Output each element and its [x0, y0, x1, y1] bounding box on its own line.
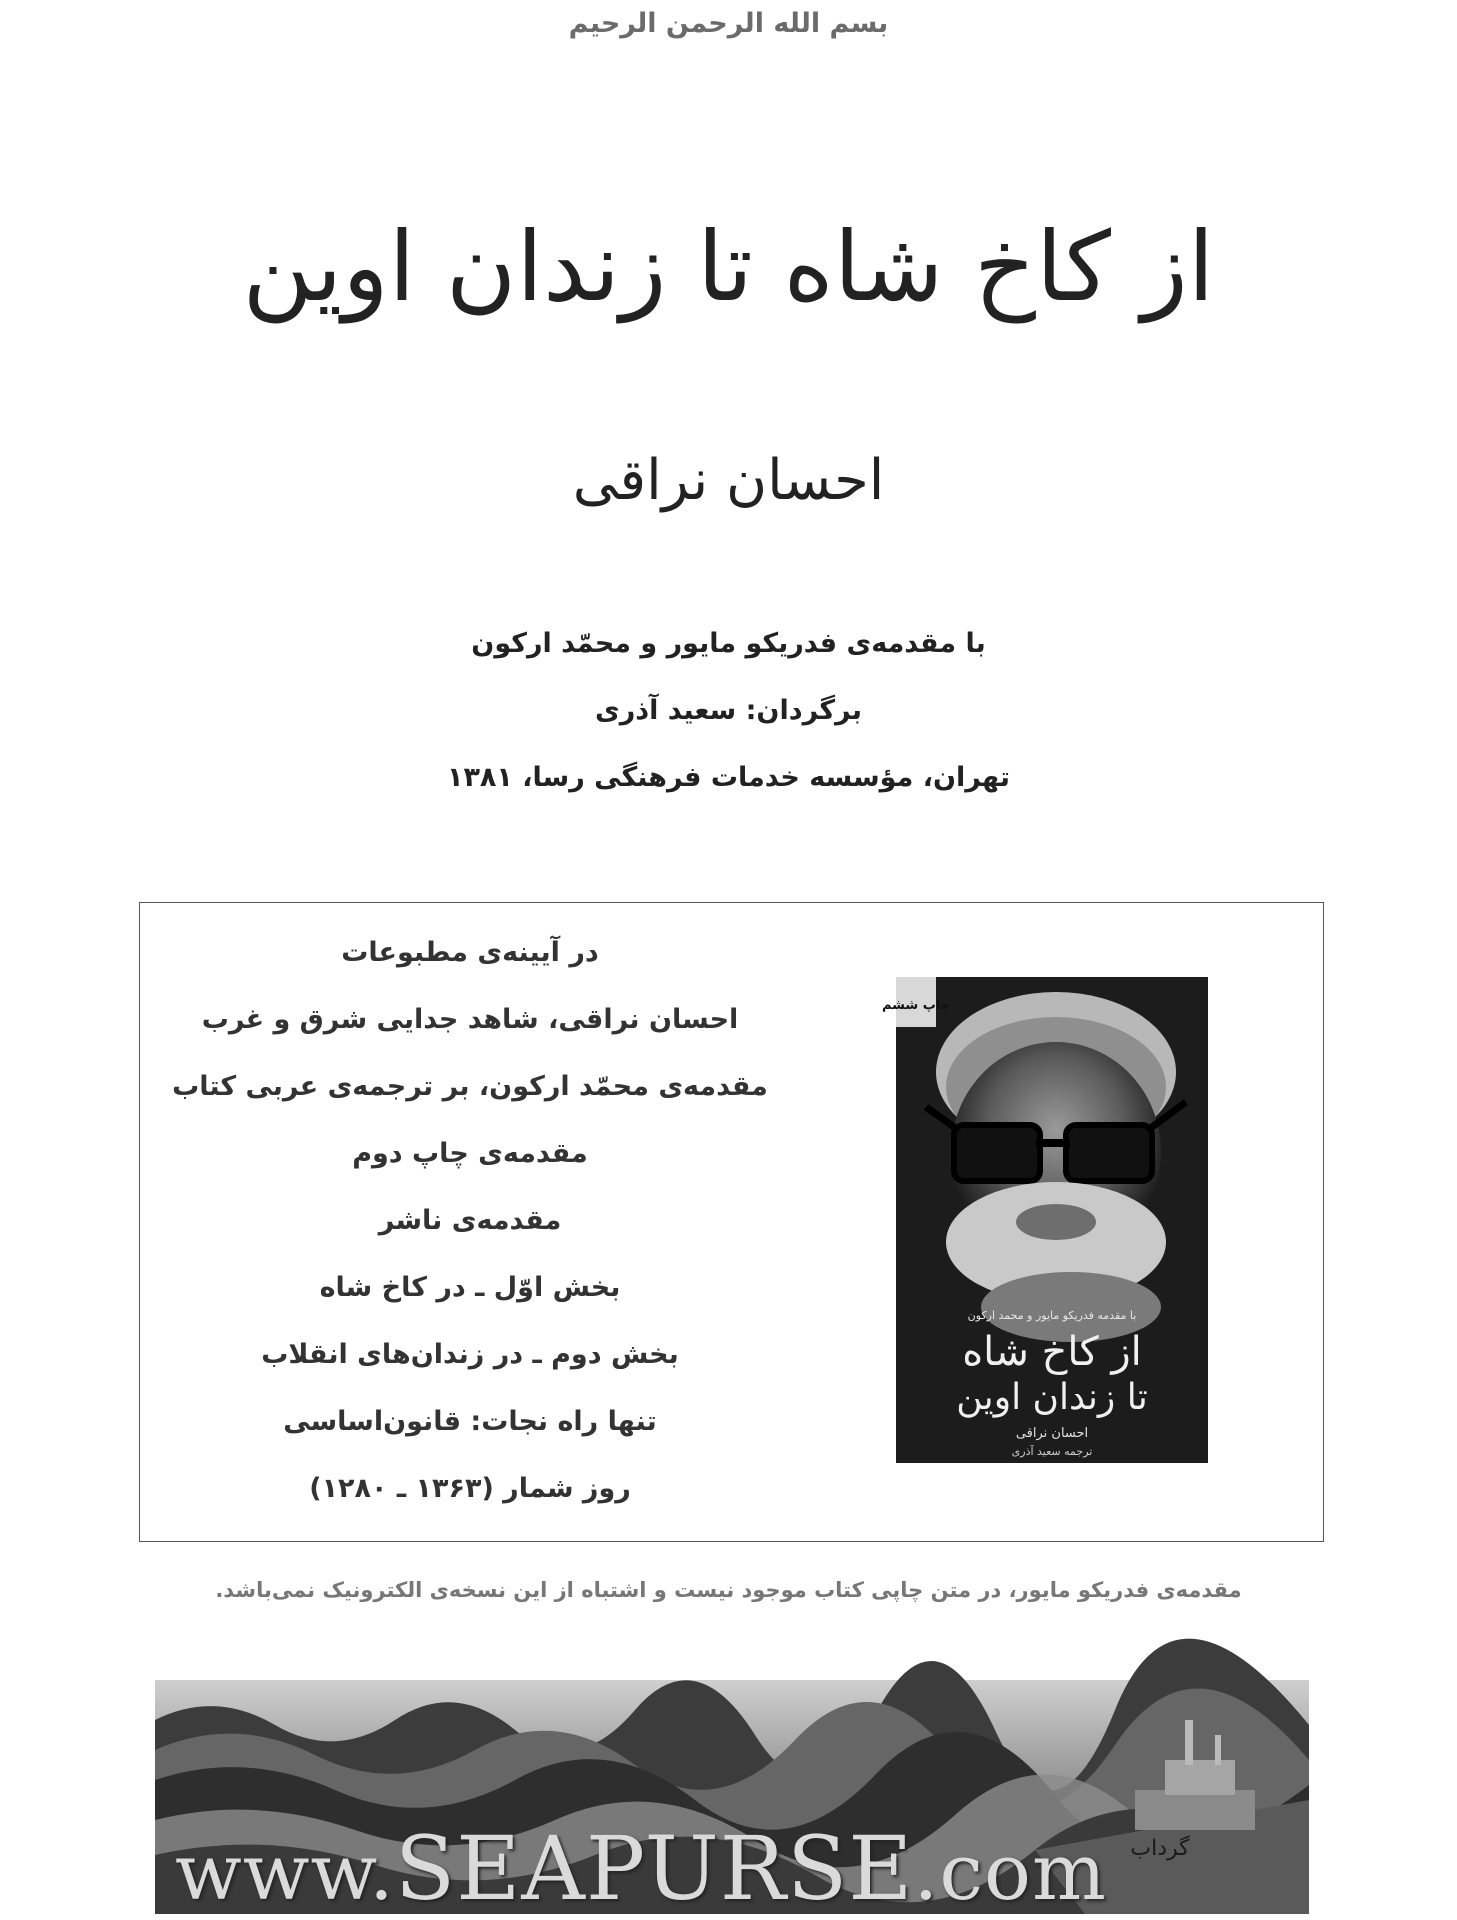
- translator-credit: برگردان: سعید آذری: [595, 695, 862, 726]
- toc-item[interactable]: بخش اوّل ـ در کاخ شاه: [319, 1272, 621, 1303]
- toc-item[interactable]: مقدمه‌ی محمّد ارکون، بر ترجمه‌ی عربی کتاب: [172, 1071, 768, 1102]
- table-of-contents: [160, 933, 780, 1536]
- toc-item[interactable]: مقدمه‌ی چاپ دوم: [352, 1138, 588, 1169]
- site-url[interactable]: [175, 1817, 1107, 1920]
- publisher-info: تهران، مؤسسه خدمات فرهنگی رسا، ۱۳۸۱: [446, 762, 1011, 793]
- book-title: از کاخ شاه تا زندان اوین: [242, 211, 1215, 323]
- author-portrait: [881, 977, 1208, 1463]
- cover-translator: ترجمه سعید آذری: [1011, 1445, 1093, 1458]
- book-cover-image: [881, 977, 1208, 1463]
- cover-author: احسان نراقی: [1015, 1426, 1089, 1441]
- toc-item[interactable]: بخش دوم ـ در زندان‌های انقلاب: [261, 1339, 679, 1370]
- cover-badge: چاپ ششم: [881, 998, 951, 1013]
- book-author: احسان نراقی: [572, 448, 885, 513]
- site-suffix: .com: [913, 1828, 1107, 1918]
- seapurse-banner[interactable]: [155, 1680, 1309, 1920]
- intro-credit: با مقدمه‌ی فدریکو مایور و محمّد ارکون: [471, 628, 986, 659]
- toc-item[interactable]: مقدمه‌ی ناشر: [378, 1205, 562, 1236]
- site-name: SEAPURSE: [394, 1817, 914, 1920]
- ship-name: گرداب: [1130, 1836, 1190, 1861]
- cover-title-line1: از کاخ شاه: [962, 1329, 1142, 1375]
- cover-subtitle: با مقدمه فدریکو مایور و محمد ارکون: [967, 1309, 1137, 1322]
- toc-item[interactable]: تنها راه نجات: قانون‌اساسی: [283, 1406, 657, 1437]
- site-prefix: www.: [175, 1828, 395, 1918]
- cover-title-line2: تا زندان اوین: [956, 1377, 1148, 1418]
- edition-note: مقدمه‌ی فدریکو مایور، در متن چاپی کتاب موجود نیست و اشتباه از این نسخه‌ی الکترونیک نمی‌باشد.: [215, 1578, 1242, 1602]
- toc-item[interactable]: روز شمار (۱۳۶۳ ـ ۱۲۸۰): [309, 1473, 631, 1504]
- toc-item[interactable]: احسان نراقی، شاهد جدایی شرق و غرب: [201, 1004, 739, 1035]
- bismillah-header: بسم الله الرحمن الرحیم: [568, 8, 889, 39]
- toc-item[interactable]: در آیینه‌ی مطبوعات: [341, 937, 599, 968]
